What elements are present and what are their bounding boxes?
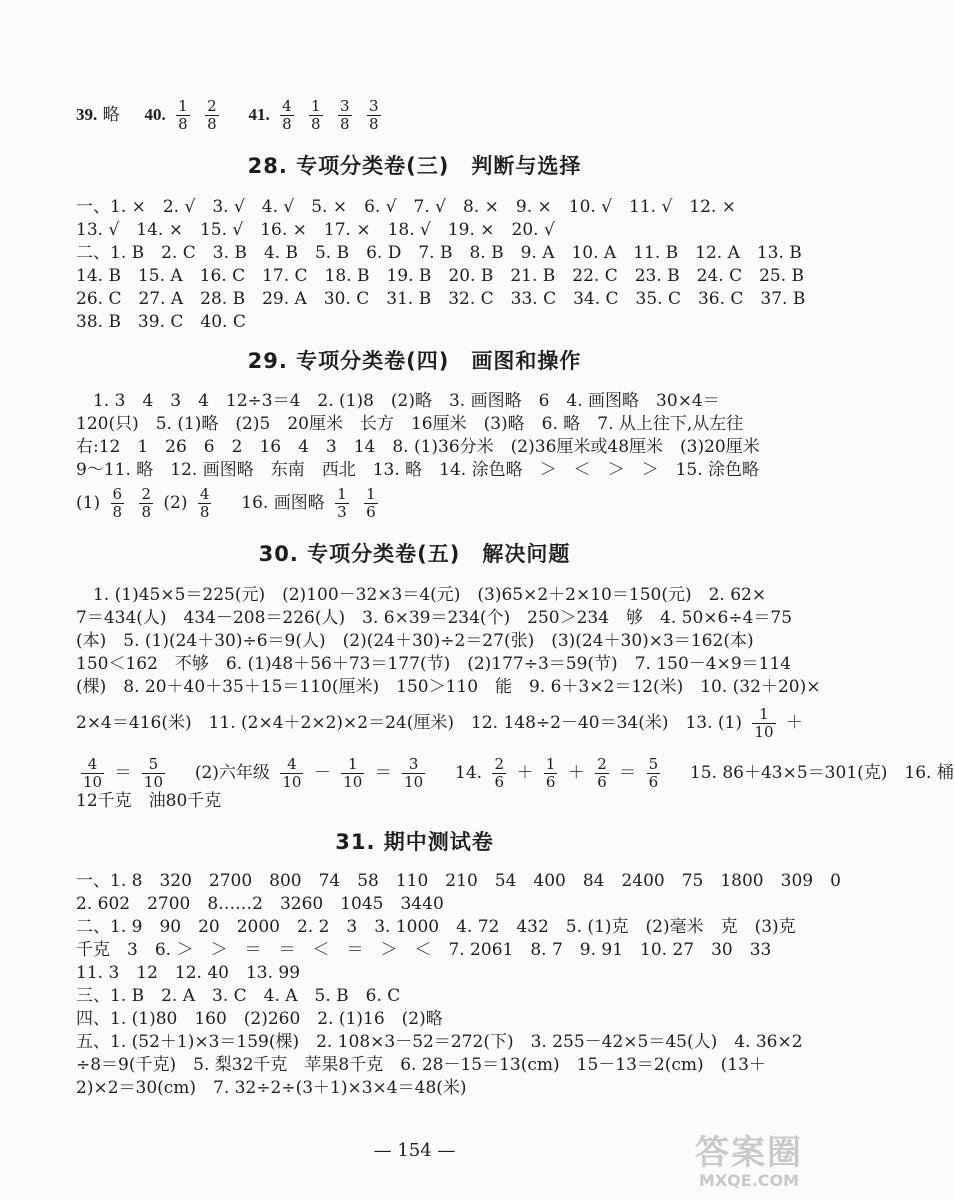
answer-line: 13. √ 14. × 15. √ 16. × 17. × 18. √ 19. × 20. √ xyxy=(76,220,555,240)
section-title-28: 28. 专项分类卷(三) 判断与选择 xyxy=(247,154,582,178)
fraction: $\frac{5}{6}$ xyxy=(648,755,659,791)
fraction: $\frac{4}{8}$ xyxy=(199,485,210,521)
fraction: $\frac{1}{10}$ xyxy=(343,755,363,791)
answer-line: (本) 5. (1)(24＋30)÷6＝9(人) (2)(24＋30)÷2＝27(张) (3)(24＋30)×3＝162(本) xyxy=(76,631,754,651)
fraction: $\frac{4}{10}$ xyxy=(83,755,103,791)
answer-line: 二、1. B 2. C 3. B 4. B 5. B 6. D 7. B 8. B 9. A 10. A 11. B 12. A 13. B xyxy=(76,243,802,263)
answer-line: 38. B 39. C 40. C xyxy=(76,312,246,332)
answer-line-39-41 xyxy=(76,98,773,133)
fraction: $\frac{6}{8}$ xyxy=(112,485,123,521)
answer-line: ÷8＝9(千克) 5. 梨32千克 苹果8千克 6. 28－15＝13(cm) 15－13＝2(cm) (13＋ xyxy=(76,1055,766,1075)
answer-line: 26. C 27. A 28. B 29. A 30. C 31. B 32. C 33. C 34. C 35. C 36. C 37. B xyxy=(76,289,806,309)
q39-label: 39. xyxy=(76,105,98,124)
fraction: $\frac{2}{8}$ xyxy=(141,485,151,521)
watermark-logo: 答案圈 MXQE.COM xyxy=(695,1133,803,1190)
answer-line: 右:12 1 26 6 2 16 4 3 14 8. (1)36分米 (2)36厘米或48厘米 (3)20厘米 xyxy=(76,437,760,457)
answer-line: 四、1. (1)80 160 (2)260 2. (1)16 (2)略 xyxy=(76,1009,443,1029)
fraction: $\frac{3}{10}$ xyxy=(404,755,424,791)
answer-line: 120(只) 5. (1)略 (2)5 20厘米 长方 16厘米 (3)略 6. 略 7. 从上往下,从左往 xyxy=(76,414,744,434)
answer-line: 2×4＝416(米) 11. (2×4＋2×2)×2＝24(厘米) 12. 148÷2－40＝34(米) 13. (1) $\frac{1}{10}$ ＋ xyxy=(76,705,803,741)
answer-line: 一、1. × 2. √ 3. √ 4. √ 5. × 6. √ 7. √ 8. × 9. × 10. √ 11. √ 12. × xyxy=(76,197,736,217)
q39-answer: 略 xyxy=(102,105,120,125)
fraction: $\frac{1}{6}$ xyxy=(366,485,376,521)
answer-line: 150＜162 不够 6. (1)48＋56＋73＝177(节) (2)177÷3＝59(节) 7. 150－4×9＝114 xyxy=(76,654,792,674)
q40-label: 40. xyxy=(144,105,166,124)
fraction: $\frac{3}{8}$ xyxy=(368,97,379,133)
answer-line: 一、1. 8 320 2700 800 74 58 110 210 54 400 84 2400 75 1800 309 0 xyxy=(76,871,841,891)
answer-line: 7＝434(人) 434－208＝226(人) 3. 6×39＝234(个) 250＞234 够 4. 50×6÷4＝75 xyxy=(76,608,793,628)
answer-line: 1. (1)45×5＝225(元) (2)100－32×3＝4(元) (3)65×2＋2×10＝150(元) 2. 62× xyxy=(76,585,767,605)
answer-line: 11. 3 12 12. 40 13. 99 xyxy=(76,963,301,983)
answer-line: 14. B 15. A 16. C 17. C 18. B 19. B 20. B 21. B 22. C 23. B 24. C 25. B xyxy=(76,266,805,286)
answer-line: 1. 3 4 3 4 12÷3＝4 2. (1)8 (2)略 3. 画图略 6 4. 画图略 30×4＝ xyxy=(76,391,720,411)
section-title-31: 31. 期中测试卷 xyxy=(335,830,494,854)
answer-line: 9～11. 略 12. 画图略 东南 西北 13. 略 14. 涂色略 ＞ ＜ ＞ ＞ 15. 涂色略 xyxy=(76,460,760,480)
fraction: $\frac{5}{10}$ xyxy=(143,755,163,791)
q41-label: 41. xyxy=(248,105,270,124)
fraction: $\frac{3}{8}$ xyxy=(340,97,350,133)
fraction: $\frac{1}{3}$ xyxy=(337,485,347,521)
fraction: $\frac{1}{6}$ xyxy=(545,755,556,791)
fraction: $\frac{2}{6}$ xyxy=(597,755,607,791)
answer-line: 三、1. B 2. A 3. C 4. A 5. B 6. C xyxy=(76,986,401,1006)
fraction: $\frac{4}{10}$ xyxy=(282,755,302,791)
page-number: — 154 — xyxy=(373,1140,456,1161)
answer-line: 2)×2＝30(cm) 7. 32÷2÷(3＋1)×3×4＝48(米) xyxy=(76,1078,467,1098)
section-title-30: 30. 专项分类卷(五) 解决问题 xyxy=(258,542,571,566)
fraction: $\frac{1}{8}$ xyxy=(178,97,188,133)
answer-line: 五、1. (52＋1)×3＝159(棵) 2. 108×3－52＝272(下) 3. 255－42×5＝45(人) 4. 36×2 xyxy=(76,1032,803,1052)
answer-line: 二、1. 9 90 20 2000 2. 2 3 3. 1000 4. 72 432 5. (1)克 (2)毫米 克 (3)克 xyxy=(76,917,796,937)
fraction: $\frac{4}{8}$ xyxy=(282,97,292,133)
answer-line-fractions: (1) $\frac{6}{8}$ $\frac{2}{8}$ (2) $\frac{4}{8}$ 16. 画图略 $\frac{1}{3}$ $\frac{1}{6}$ xyxy=(76,485,376,521)
answer-line: (棵) 8. 20＋40＋35＋15＝110(厘米) 150＞110 能 9. 6＋3×2＝12(米) 10. (32＋20)× xyxy=(76,677,821,697)
section-title-29: 29. 专项分类卷(四) 画图和操作 xyxy=(247,349,582,373)
answer-line: 12千克 油80千克 xyxy=(76,791,222,811)
answer-line: 千克 3 6. ＞ ＞ ＝ ＝ ＜ ＝ ＞ ＜ 7. 2061 8. 7 9. 91 10. 27 30 33 xyxy=(76,940,772,960)
answer-line: 2. 602 2700 8……2 3260 1045 3440 xyxy=(76,894,444,914)
fraction: $\frac{1}{8}$ xyxy=(311,97,321,133)
answer-line-fractions: $\frac{4}{10}$ ＝ $\frac{5}{10}$ (2)六年级 $\frac{4}{10}$ － $\frac{1}{10}$ ＝ $\frac{3}{10}$ 14. $\frac{2}{6}$ ＋ $\frac{1}{6}$ ＋ $\frac{2}{6}$ ＝ $\frac{5}{6}$ 15. 86＋43×5＝301(克) 16. 桶 xyxy=(83,755,954,791)
fraction: $\frac{2}{6}$ xyxy=(494,755,505,791)
fraction: $\frac{2}{8}$ xyxy=(207,97,217,133)
fraction: $\frac{1}{10}$ xyxy=(754,705,774,741)
